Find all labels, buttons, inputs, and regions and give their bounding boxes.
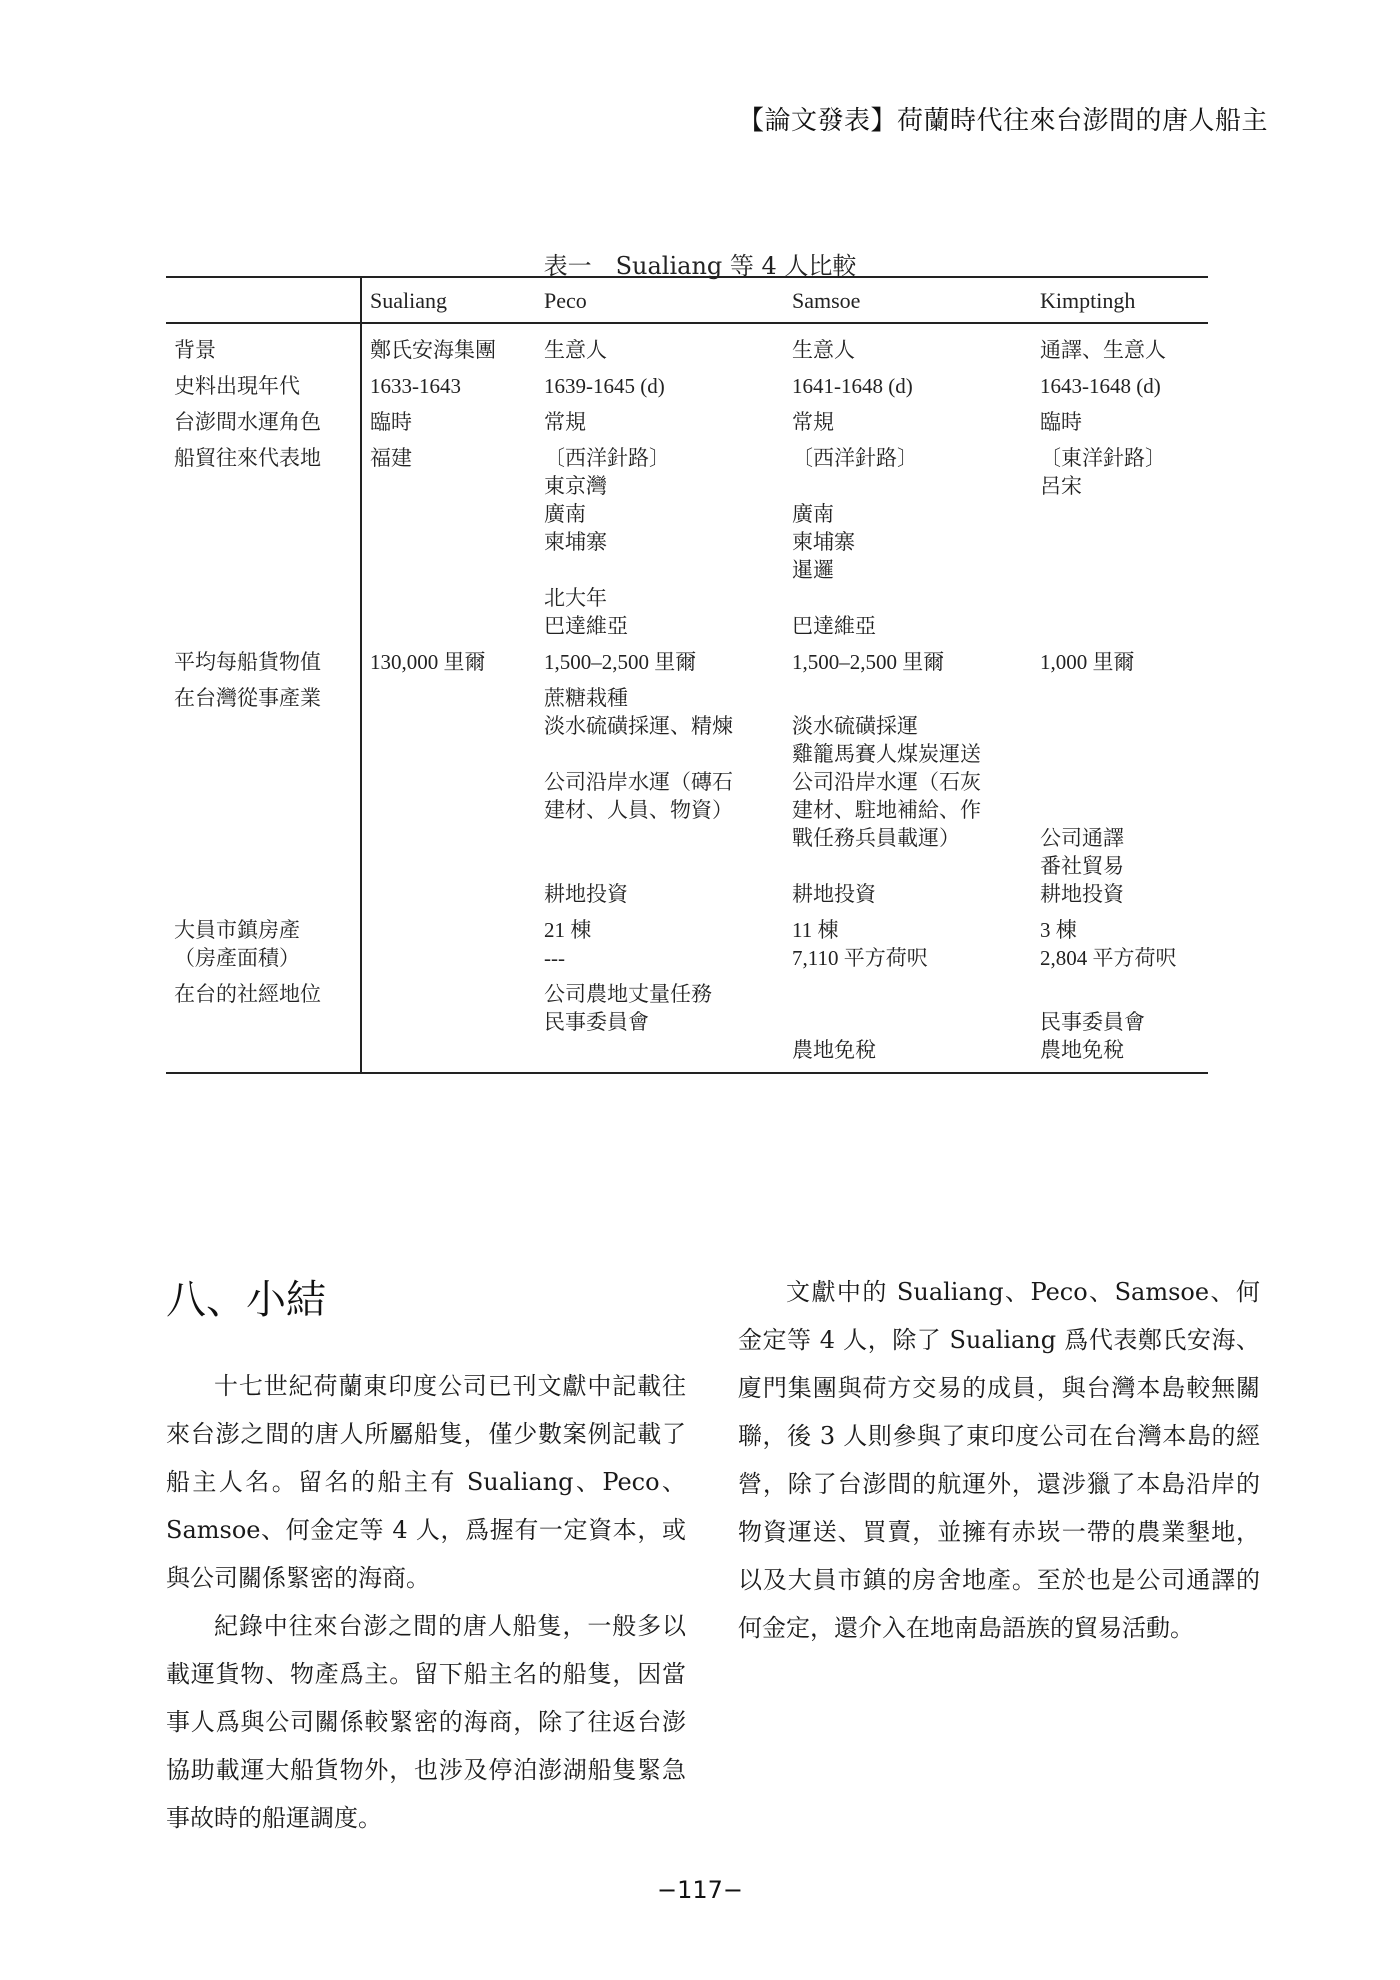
cell-line: [1040, 796, 1200, 824]
cell-line: 1639-1645 (d): [544, 374, 665, 398]
cell-line: 暹邏: [792, 558, 834, 582]
cell-line: 21 棟: [544, 918, 592, 942]
cell-line: [792, 852, 1024, 880]
cell-line: 1643-1648 (d): [1040, 374, 1161, 398]
cell-line: 雞籠馬賽人煤炭運送: [792, 742, 981, 766]
cell-line: 鄭氏安海集團: [370, 338, 496, 362]
paragraph: 文獻中的 Sualiang、Peco、Samsoe、何金定等 4 人，除了 Sualiang 爲代表鄭氏安海、廈門集團與荷方交易的成員，與台灣本島較無關聯，後 3 人則參與了東印度公司在台灣本島的經營，除了台澎間的航運外，還涉獵了本島沿岸的物資運送、買賣，並擁有赤崁一帶的農業墾地，以及大員市鎮的房舍地產。至於也是公司通譯的何金定，還介入在地南島語族的貿易活動。: [738, 1278, 1260, 1642]
table-cell-peco: [536, 368, 784, 404]
table-row: [166, 976, 1208, 1073]
table-cell-peco: [536, 404, 784, 440]
cell-line: [792, 1008, 1024, 1036]
cell-line: 巴達維亞: [544, 614, 628, 638]
cell-line: 福建: [370, 446, 412, 470]
cell-line: [792, 584, 1024, 612]
table-body: [166, 323, 1208, 1073]
cell-line: 通譯、生意人: [1040, 338, 1166, 362]
table-row: [166, 440, 1208, 644]
table-cell-samsoe: [784, 680, 1032, 912]
cell-line: 北大年: [544, 586, 607, 610]
cell-line: 常規: [792, 410, 834, 434]
table-cell-kimptingh: [1032, 976, 1208, 1073]
table-cell-samsoe: [784, 368, 1032, 404]
table-cell-peco: [536, 976, 784, 1073]
table-cell-kimptingh: [1032, 680, 1208, 912]
cell-line: 柬埔寨: [792, 530, 855, 554]
cell-line: 廣南: [544, 502, 586, 526]
cell-line: [1040, 712, 1200, 740]
cell-line: 3 棟: [1040, 918, 1077, 942]
row-label: [166, 440, 361, 644]
table-cell-peco: [536, 680, 784, 912]
table-cell-samsoe: [784, 440, 1032, 644]
cell-line: 常規: [544, 410, 586, 434]
left-text-column: [166, 1362, 686, 1842]
table-cell-sualiang: [361, 976, 536, 1073]
cell-line: 公司沿岸水運（磚石: [544, 770, 733, 794]
cell-line: 臨時: [1040, 410, 1082, 434]
section-heading: 八、小結: [166, 1277, 326, 1323]
cell-line: 1633-1643: [370, 374, 461, 398]
column-header-peco: Peco: [536, 277, 784, 323]
cell-line: 巴達維亞: [792, 614, 876, 638]
cell-line: 〔東洋針路〕: [1040, 446, 1166, 470]
table-cell-kimptingh: [1032, 323, 1208, 368]
cell-line: 戰任務兵員載運）: [792, 826, 960, 850]
paragraph: 紀錄中往來台澎之間的唐人船隻，一般多以載運貨物、物產爲主。留下船主名的船隻，因當事人爲與公司關係較緊密的海商，除了往返台澎協助載運大船貨物外，也涉及停泊澎湖船隻緊急事故時的船運調度。: [166, 1612, 686, 1832]
row-label: [166, 404, 361, 440]
cell-line: 蔗糖栽種: [544, 686, 628, 710]
cell-line: [792, 980, 1024, 1008]
cell-line: [1040, 684, 1200, 712]
table-cell-kimptingh: [1032, 440, 1208, 644]
cell-line: [544, 1036, 776, 1064]
cell-line: 11 棟: [792, 918, 839, 942]
cell-line: [544, 740, 776, 768]
cell-line: 耕地投資: [544, 882, 628, 906]
row-label-line: 台澎間水運角色: [174, 410, 321, 434]
cell-line: 7,110 平方荷呎: [792, 946, 928, 970]
row-label: [166, 680, 361, 912]
table-row: [166, 680, 1208, 912]
row-label-line: 平均每船貨物值: [174, 650, 321, 674]
cell-line: 1641-1648 (d): [792, 374, 913, 398]
cell-line: [792, 472, 1024, 500]
right-text-column: [738, 1268, 1260, 1652]
table-row: [166, 404, 1208, 440]
cell-line: 民事委員會: [544, 1010, 649, 1034]
cell-line: 130,000 里爾: [370, 650, 486, 674]
cell-line: 2,804 平方荷呎: [1040, 946, 1177, 970]
row-label: [166, 912, 361, 976]
cell-line: 民事委員會: [1040, 1010, 1145, 1034]
comparison-table-container: [166, 276, 1208, 1074]
cell-line: [370, 684, 528, 712]
column-header-kimptingh: Kimptingh: [1032, 277, 1208, 323]
cell-line: 農地免稅: [792, 1038, 876, 1062]
table-cell-peco: [536, 912, 784, 976]
table-cell-sualiang: [361, 323, 536, 368]
cell-line: [544, 556, 776, 584]
table-cell-sualiang: [361, 440, 536, 644]
cell-line: 臨時: [370, 410, 412, 434]
cell-line: [370, 980, 528, 1008]
table-caption: 表一 Sualiang 等 4 人比較: [543, 252, 857, 280]
row-label: [166, 368, 361, 404]
table-cell-sualiang: [361, 912, 536, 976]
column-header-sualiang: Sualiang: [361, 277, 536, 323]
row-label-line: 大員市鎮房產: [174, 918, 300, 942]
table-cell-sualiang: [361, 368, 536, 404]
table-cell-kimptingh: [1032, 912, 1208, 976]
cell-line: 公司通譯: [1040, 826, 1124, 850]
table-cell-peco: [536, 323, 784, 368]
cell-line: 東京灣: [544, 474, 607, 498]
row-label-line: 在台灣從事產業: [174, 686, 321, 710]
cell-line: 建材、人員、物資）: [544, 798, 733, 822]
table-cell-sualiang: [361, 644, 536, 680]
cell-line: 呂宋: [1040, 474, 1082, 498]
cell-line: [1040, 980, 1200, 1008]
table-cell-samsoe: [784, 976, 1032, 1073]
page-number: −117−: [656, 1876, 744, 1904]
table-row: [166, 368, 1208, 404]
row-label: [166, 976, 361, 1073]
table-cell-kimptingh: [1032, 644, 1208, 680]
cell-line: [1040, 768, 1200, 796]
row-label-line: 船貿往來代表地: [174, 446, 321, 470]
row-label-line: （房產面積）: [174, 946, 300, 970]
cell-line: 柬埔寨: [544, 530, 607, 554]
running-head: 【論文發表】荷蘭時代往來台澎間的唐人船主: [737, 106, 1268, 136]
cell-line: [370, 916, 528, 944]
cell-line: ---: [544, 946, 565, 970]
table-cell-sualiang: [361, 680, 536, 912]
cell-line: 生意人: [544, 338, 607, 362]
cell-line: 公司農地丈量任務: [544, 982, 712, 1006]
cell-line: 生意人: [792, 338, 855, 362]
table-cell-kimptingh: [1032, 404, 1208, 440]
row-label: [166, 323, 361, 368]
cell-line: 耕地投資: [1040, 882, 1124, 906]
cell-line: 農地免稅: [1040, 1038, 1124, 1062]
table-row: [166, 323, 1208, 368]
table-cell-peco: [536, 644, 784, 680]
table-header-row: [166, 277, 1208, 323]
row-label: [166, 644, 361, 680]
cell-line: 1,000 里爾: [1040, 650, 1135, 674]
cell-line: 耕地投資: [792, 882, 876, 906]
cell-line: 〔西洋針路〕: [792, 446, 918, 470]
cell-line: [544, 824, 776, 852]
table-row: [166, 912, 1208, 976]
cell-line: [1040, 740, 1200, 768]
cell-line: 1,500–2,500 里爾: [544, 650, 697, 674]
paragraph: 十七世紀荷蘭東印度公司已刊文獻中記載往來台澎之間的唐人所屬船隻，僅少數案例記載了船主人名。留名的船主有 Sualiang、Peco、Samsoe、何金定等 4 人，爲握有一定資本，或與公司關係緊密的海商。: [166, 1372, 686, 1592]
cell-line: 建材、駐地補給、作: [792, 798, 981, 822]
cell-line: 1,500–2,500 里爾: [792, 650, 945, 674]
table-cell-samsoe: [784, 404, 1032, 440]
row-label-line: 背景: [174, 338, 216, 362]
table-cell-kimptingh: [1032, 368, 1208, 404]
cell-line: 公司沿岸水運（石灰: [792, 770, 981, 794]
cell-line: 〔西洋針路〕: [544, 446, 670, 470]
table-cell-samsoe: [784, 644, 1032, 680]
table-cell-peco: [536, 440, 784, 644]
comparison-table: [166, 276, 1208, 1074]
column-header-blank: [166, 277, 361, 323]
cell-line: 淡水硫磺採運、精煉: [544, 714, 733, 738]
table-row: [166, 644, 1208, 680]
cell-line: 淡水硫磺採運: [792, 714, 918, 738]
cell-line: [544, 852, 776, 880]
table-cell-samsoe: [784, 323, 1032, 368]
table-cell-sualiang: [361, 404, 536, 440]
table-cell-samsoe: [784, 912, 1032, 976]
cell-line: [792, 684, 1024, 712]
cell-line: 廣南: [792, 502, 834, 526]
cell-line: 番社貿易: [1040, 854, 1124, 878]
row-label-line: 在台的社經地位: [174, 982, 321, 1006]
column-header-samsoe: Samsoe: [784, 277, 1032, 323]
row-label-line: 史料出現年代: [174, 374, 300, 398]
